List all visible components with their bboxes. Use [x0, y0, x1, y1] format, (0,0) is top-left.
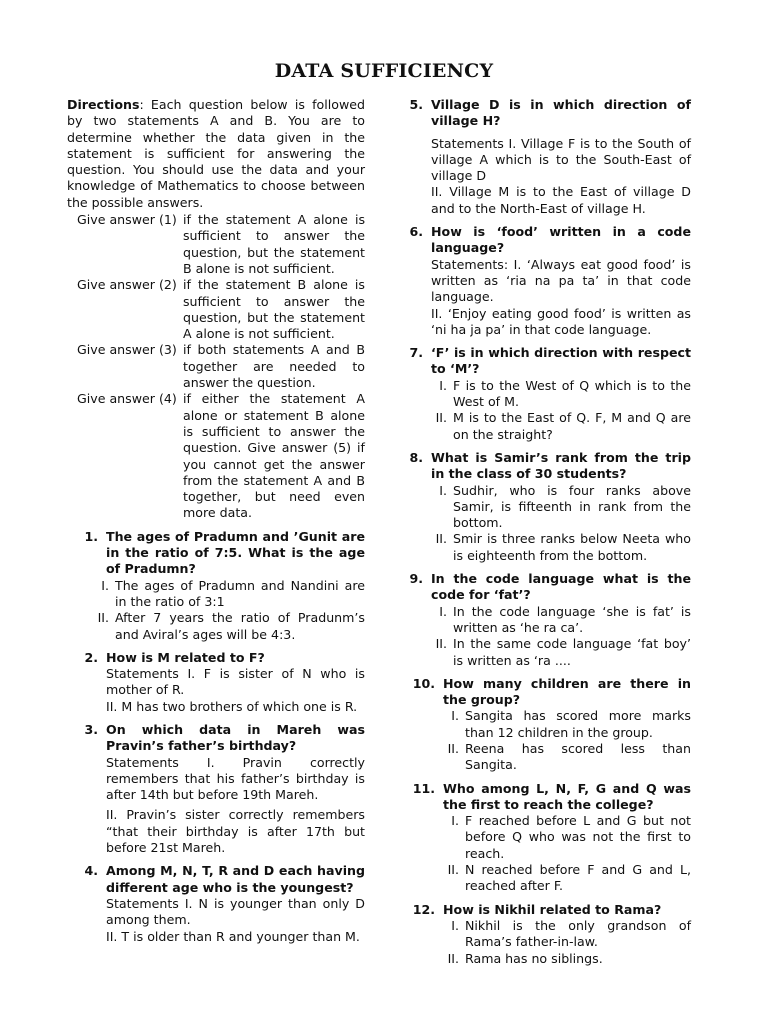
answer-text: if the statement B alone is sufficient to answer the question, but the statement A alone is not sufficient.: [183, 277, 365, 342]
question-text: In the code language what is the code for ‘fat’?: [431, 571, 691, 603]
answer-option: [67, 342, 365, 391]
question-number: 11.: [412, 780, 435, 796]
statement-text: M is to the East of Q. F, M and Q are on the straight?: [453, 410, 691, 442]
statement-numeral: II.: [435, 410, 447, 426]
answer-option: [67, 277, 365, 342]
directions-text: : Each question below is followed by two statements A and B. You are to determine whether the data given in the statement is sufficient for answering the question. You should use the data and your knowledge of Mathematics to choose between the possible answers.: [67, 97, 365, 210]
answer-option: [67, 212, 365, 277]
statement-numeral: II.: [447, 950, 459, 966]
statement-text: In the code language ‘she is fat’ is written as ‘he ra ca’.: [453, 603, 691, 635]
statement-numeral: I.: [451, 917, 459, 933]
statement-numeral: II.: [97, 610, 109, 626]
statement-line: II. Pravin’s sister correctly remembers “that their birthday is after 17th but before 21st Mareh.: [106, 807, 365, 856]
statement-text: Reena has scored less than Sangita.: [465, 740, 691, 773]
answer-label: Give answer (1): [77, 212, 177, 228]
statement-numeral: II.: [447, 862, 459, 878]
question-4: [81, 863, 365, 944]
statement-line: Statements I. N is younger than only D among them.: [106, 895, 365, 928]
question-7: [409, 345, 691, 443]
question-text: What is Samir’s rank from the trip in the class of 30 students?: [431, 449, 691, 482]
question-text: How is ‘food’ written in a code language?: [431, 224, 691, 256]
statement-numeral: I.: [101, 577, 109, 593]
statement-line: Statements I. Village F is to the South of village A which is to the South-East of village D: [431, 135, 691, 184]
statement-text: The ages of Pradumn and Nandini are in the ratio of 3:1: [115, 577, 365, 609]
question-11: [409, 781, 691, 895]
question-3: [81, 722, 365, 856]
question-1: [81, 529, 365, 643]
answer-text: if either the statement A alone or statement B alone is sufficient to answer the question. Give answer (5) if you cannot get the answer from the statement A and B together, but need even more data.: [183, 391, 365, 521]
left-column: [67, 97, 365, 945]
question-text: How many children are there in the group?: [443, 675, 691, 708]
statement-line: II. ‘Enjoy eating good food’ is written as ‘ni ha ja pa’ in that code language.: [431, 305, 691, 337]
question-number: 12.: [412, 901, 435, 917]
statement-text: F reached before L and G but not before Q who was not the first to reach.: [465, 813, 691, 861]
question-number: 4.: [84, 863, 98, 879]
statement-numeral: I.: [439, 377, 447, 393]
statement-numeral: I.: [451, 708, 459, 724]
question-number: 2.: [84, 649, 98, 665]
statement-text: Nikhil is the only grandson of Rama’s father-in-law.: [465, 917, 691, 950]
question-number: 3.: [84, 721, 98, 737]
statement-line: Statements I. Pravin correctly remembers that his father’s birthday is after 14th but before 19th Mareh.: [106, 754, 365, 803]
statement-numeral: I.: [451, 813, 459, 829]
question-text: Who among L, N, F, G and Q was the first to reach the college?: [443, 780, 691, 812]
answer-label: Give answer (3): [77, 342, 177, 358]
answer-options: [67, 212, 365, 522]
answer-label: Give answer (2): [77, 277, 177, 293]
statement-text: Sangita has scored more marks than 12 children in the group.: [465, 708, 691, 740]
statement-line: II. Village M is to the East of village D and to the North-East of village H.: [431, 184, 691, 216]
statement-text: Smir is three ranks below Neeta who is eighteenth from the bottom.: [453, 531, 691, 563]
answer-text: if both statements A and B together are needed to answer the question.: [183, 342, 365, 391]
answer-label: Give answer (4): [77, 391, 177, 407]
statement-line: Statements: I. ‘Always eat good food’ is written as ‘ria na pa ta’ in that code language.: [431, 256, 691, 305]
question-10: [409, 676, 691, 774]
statement-numeral: II.: [435, 636, 447, 652]
directions-label: Directions: [67, 97, 140, 112]
question-number: 10.: [412, 675, 435, 691]
question-text: ‘F’ is in which direction with respect to ‘M’?: [431, 345, 691, 377]
question-text: Village D is in which direction of village H?: [431, 97, 691, 129]
question-8: [409, 450, 691, 564]
question-text: How is Nikhil related to Rama?: [443, 901, 662, 917]
statement-line: II. M has two brothers of which one is R.: [106, 698, 358, 714]
answer-text: if the statement A alone is sufficient to answer the question, but the statement B alone is not sufficient.: [183, 212, 365, 276]
right-column: [409, 97, 691, 967]
question-text: Among M, N, T, R and D each having different age who is the youngest?: [106, 863, 365, 895]
statement-text: In the same code language ‘fat boy’ is written as ‘ra ....: [453, 636, 691, 668]
question-number: 9.: [409, 571, 423, 587]
question-9: [409, 571, 691, 669]
statement-text: Rama has no siblings.: [465, 950, 603, 966]
statement-numeral: I.: [439, 482, 447, 498]
question-text: The ages of Pradumn and ’Gunit are in the ratio of 7:5. What is the age of Pradumn?: [106, 528, 365, 577]
question-number: 7.: [409, 345, 423, 361]
question-12: [409, 902, 691, 967]
statement-text: Sudhir, who is four ranks above Samir, is fifteenth in rank from the bottom.: [453, 482, 691, 531]
question-number: 5.: [409, 97, 423, 112]
statement-numeral: II.: [435, 531, 447, 547]
statement-numeral: I.: [439, 603, 447, 619]
question-number: 6.: [409, 224, 423, 240]
answer-option: [67, 391, 365, 521]
question-6: [409, 224, 691, 338]
statement-line: II. T is older than R and younger than M.: [106, 928, 360, 944]
question-5: [409, 97, 691, 217]
statement-text: F is to the West of Q which is to the West of M.: [453, 377, 691, 410]
statement-numeral: II.: [447, 740, 459, 756]
statement-line: Statements I. F is sister of N who is mother of R.: [106, 666, 365, 698]
page-title: DATA SUFFICIENCY: [274, 60, 494, 82]
statement-text: After 7 years the ratio of Pradunm’s and Aviral’s ages will be 4:3.: [115, 610, 365, 642]
statement-text: N reached before F and G and L, reached after F.: [465, 862, 691, 894]
question-text: How is M related to F?: [106, 649, 265, 665]
question-number: 1.: [84, 528, 98, 544]
question-2: [81, 650, 365, 715]
question-text: On which data in Mareh was Pravin’s father’s birthday?: [106, 721, 365, 754]
question-number: 8.: [409, 449, 423, 465]
directions-paragraph: [67, 97, 365, 211]
